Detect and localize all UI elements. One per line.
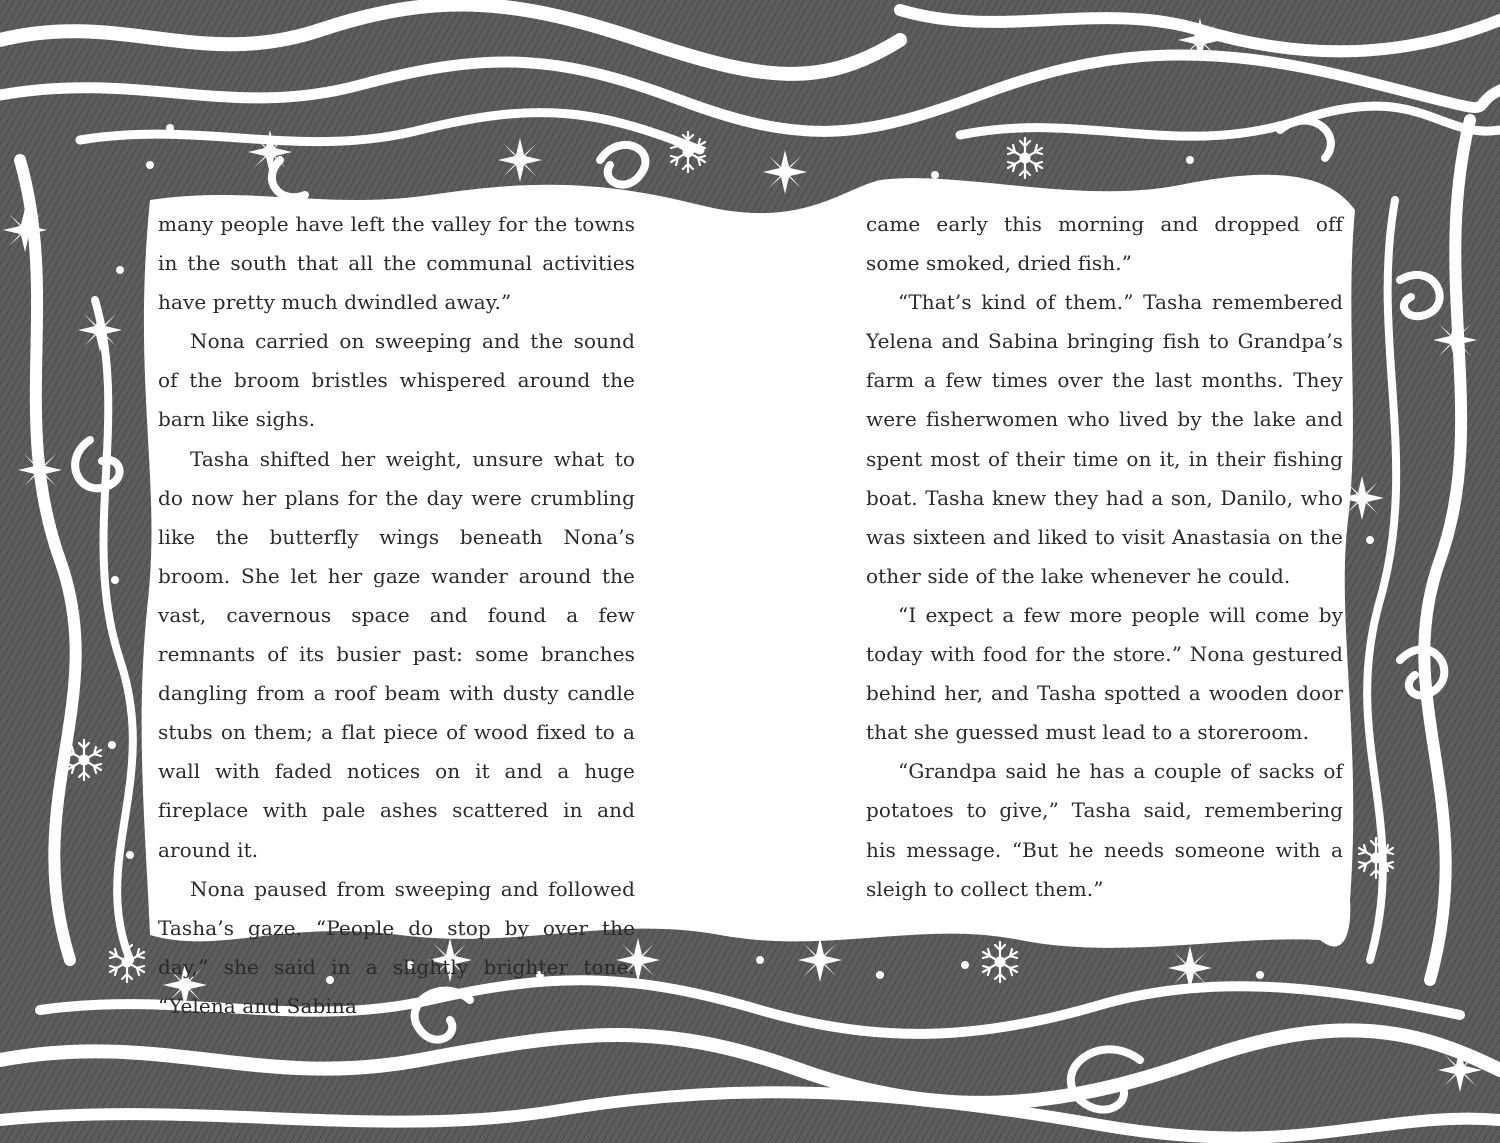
paragraph: “Grandpa said he has a couple of sacks of potatoes to give,” Tasha said, remembering his message. “But he needs someone with a sleigh to collect them.” bbox=[866, 759, 1343, 901]
paragraph: “That’s kind of them.” Tasha remembered Yelena and Sabina bringing fish to Grandpa’s farm a few times over the last months. They were fisherwomen who lived by the lake and spent most of their time on it, in their fishing boat. Tasha knew they had a son, Danilo, who was sixteen and liked to visit Anastasia on the other side of the lake whenever he could. bbox=[866, 290, 1343, 588]
right-page-text bbox=[866, 205, 1343, 909]
paragraph: many people have left the valley for the towns in the south that all the communal activities have pretty much dwindled away.” bbox=[158, 212, 635, 315]
paragraph: “I expect a few more people will come by today with food for the store.” Nona gestured behind her, and Tasha spotted a wooden door that she guessed must lead to a storeroom. bbox=[866, 602, 1343, 745]
paragraph: Nona carried on sweeping and the sound of the broom bristles whispered around the barn like sighs. bbox=[158, 329, 635, 432]
left-page-text bbox=[158, 205, 635, 1026]
paragraph: came early this morning and dropped off some smoked, dried fish.” bbox=[866, 212, 1343, 276]
paragraph: Nona paused from sweeping and followed Tasha’s gaze. “People do stop by over the day,” she said in a slightly brighter tone. “Yelena and Sabina bbox=[158, 876, 635, 1018]
paragraph: Tasha shifted her weight, unsure what to do now her plans for the day were crumbling like the butterfly wings beneath Nona’s broom. She let her gaze wander around the vast, cavernous space and found a few remnants of its busier past: some branches dangling from a roof beam with dusty candle stubs on them; a flat piece of wood fixed to a wall with faded notices on it and a huge fireplace with pale ashes scattered in and around it. bbox=[158, 446, 635, 862]
